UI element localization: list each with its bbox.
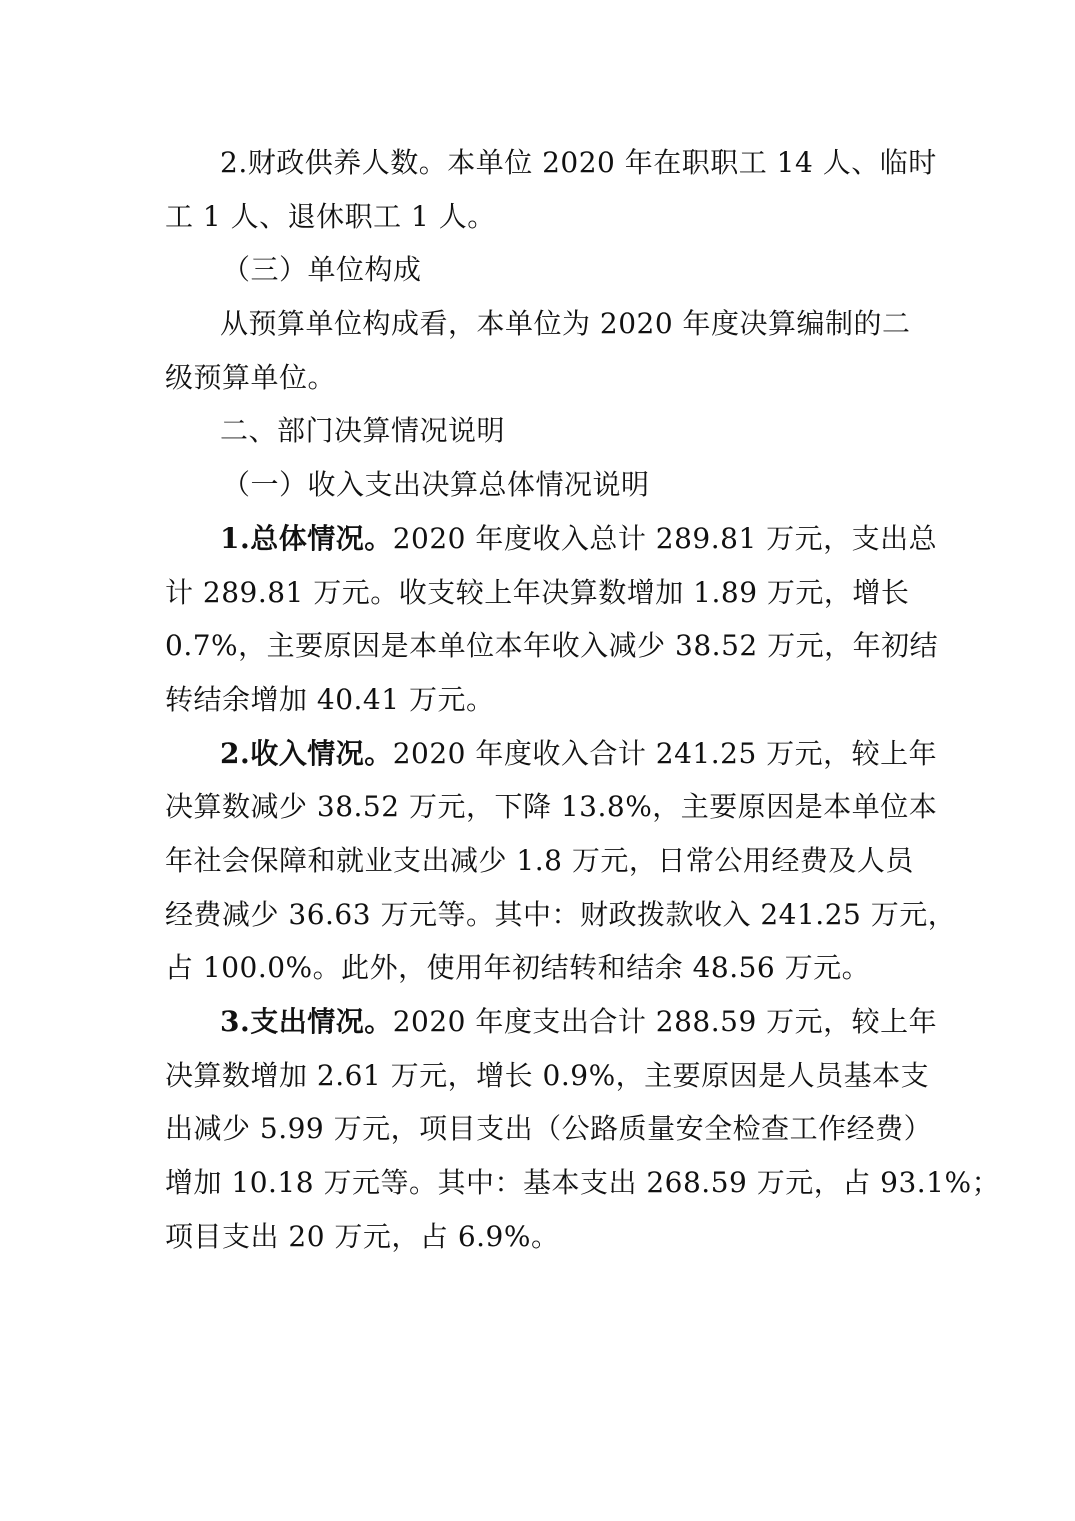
- text-line: 0.7%，主要原因是本单位本年收入减少 38.52 万元，年初结: [165, 629, 939, 662]
- section-heading: 二、部门决算情况说明: [220, 414, 506, 447]
- text-line: 决算数增加 2.61 万元，增长 0.9%，主要原因是人员基本支: [165, 1059, 930, 1092]
- section-heading: （三）单位构成: [222, 253, 422, 286]
- text-line: 出减少 5.99 万元，项目支出（公路质量安全检查工作经费）: [165, 1112, 933, 1145]
- paragraph-lead: 3.支出情况。: [220, 1005, 393, 1038]
- text-line: [220, 1005, 937, 1039]
- text-line: 增加 10.18 万元等。其中：基本支出 268.59 万元，占 93.1%；: [165, 1166, 1001, 1199]
- text-line: 项目支出 20 万元，占 6.9%。: [165, 1220, 560, 1253]
- paragraph-lead: 1.总体情况。: [220, 522, 393, 555]
- text-line: 年社会保障和就业支出减少 1.8 万元，日常公用经费及人员: [165, 844, 914, 877]
- text-run: 2020 年度收入合计 241.25 万元，较上年: [392, 737, 938, 770]
- text-line: [220, 522, 937, 556]
- section-heading: （一）收入支出决算总体情况说明: [222, 468, 650, 501]
- text-run: 2020 年度收入总计 289.81 万元，支出总: [392, 522, 938, 555]
- text-line: 占 100.0%。此外，使用年初结转和结余 48.56 万元。: [165, 951, 871, 984]
- text-line: 2.财政供养人数。本单位 2020 年在职职工 14 人、临时: [220, 146, 937, 179]
- text-line: 工 1 人、退休职工 1 人。: [165, 200, 496, 233]
- text-line: [220, 737, 937, 771]
- text-line: 从预算单位构成看，本单位为 2020 年度决算编制的二: [220, 307, 911, 340]
- text-line: 计 289.81 万元。收支较上年决算数增加 1.89 万元，增长: [165, 576, 910, 609]
- text-line: 经费减少 36.63 万元等。其中：财政拨款收入 241.25 万元，: [165, 898, 957, 931]
- text-line: 决算数减少 38.52 万元，下降 13.8%，主要原因是本单位本: [165, 790, 938, 823]
- text-run: 2020 年度支出合计 288.59 万元，较上年: [392, 1005, 938, 1038]
- text-line: 级预算单位。: [165, 361, 337, 394]
- text-line: 转结余增加 40.41 万元。: [165, 683, 495, 716]
- paragraph-lead: 2.收入情况。: [220, 737, 393, 770]
